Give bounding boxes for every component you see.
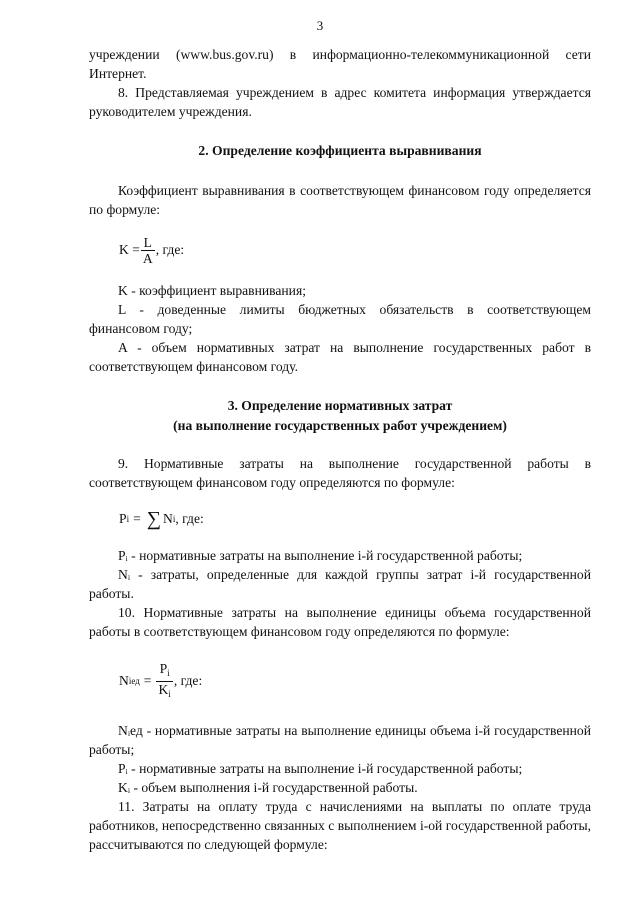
paragraph-intro-continuation: учреждении (www.bus.gov.ru) в информационно-телекоммуникационной сети Интернет. xyxy=(89,47,591,81)
paragraph-11: 11. Затраты на оплату труда с начислениями на выплаты по оплате труда работников, непосредственно связанных с выполнением i-ой государственной работы, рассчитываются по следующей формуле: xyxy=(89,799,591,852)
definition-pi: Pᵢ - нормативные затраты на выполнение i-й государственной работы; xyxy=(118,761,523,776)
section-3-subheading: (на выполнение государственных работ учреждением) xyxy=(173,418,507,433)
section-3-heading: 3. Определение нормативных затрат xyxy=(227,398,453,413)
formula-p: P i = ∑ N i , где: xyxy=(119,508,204,530)
definition-l: L - доведенные лимиты бюджетных обязательств в соответствующем финансовом году; xyxy=(89,302,591,336)
fraction-p-over-k: $\frac{P_i}{K_i}$ xyxy=(156,661,172,702)
document-body xyxy=(89,45,591,854)
definition-a: A - объем нормативных затрат на выполнение государственных работ в соответствующем финансовом году. xyxy=(89,340,591,374)
paragraph-9: 9. Нормативные затраты на выполнение государственной работы в соответствующем финансовом году определяются по формуле: xyxy=(89,456,591,490)
formula-k: K = $\frac{L}{A}$ , где: xyxy=(119,234,185,266)
section-2-paragraph: Коэффициент выравнивания в соответствующем финансовом году определяется по формуле: xyxy=(89,183,591,217)
page-number: 3 xyxy=(316,18,324,33)
paragraph-8: 8. Представляемая учреждением в адрес комитета информация утверждается руководителем учреждения. xyxy=(89,85,591,119)
definition-nied: Nᵢед - нормативные затраты на выполнение единицы объема i-й государственной работы; xyxy=(89,723,591,757)
definition-p: Pᵢ - нормативные затраты на выполнение i-й государственной работы; xyxy=(118,548,523,563)
definition-ki: Kᵢ - объем выполнения i-й государственной работы. xyxy=(118,780,418,795)
fraction-l-over-a: $\frac{L}{A}$ xyxy=(142,234,153,266)
paragraph-10: 10. Нормативные затраты на выполнение единицы объема государственной работы в соответствующем финансовом году определяются по формуле: xyxy=(89,605,591,639)
section-2-heading: 2. Определение коэффициента выравнивания xyxy=(198,143,482,158)
definition-k: K - коэффициент выравнивания; xyxy=(118,283,306,298)
formula-n: N iед = $\frac{P_i}{K_i}$ , где: xyxy=(89,641,591,721)
definition-n: Nᵢ - затраты, определенные для каждой группы затрат i-й государственной работы. xyxy=(89,567,591,601)
